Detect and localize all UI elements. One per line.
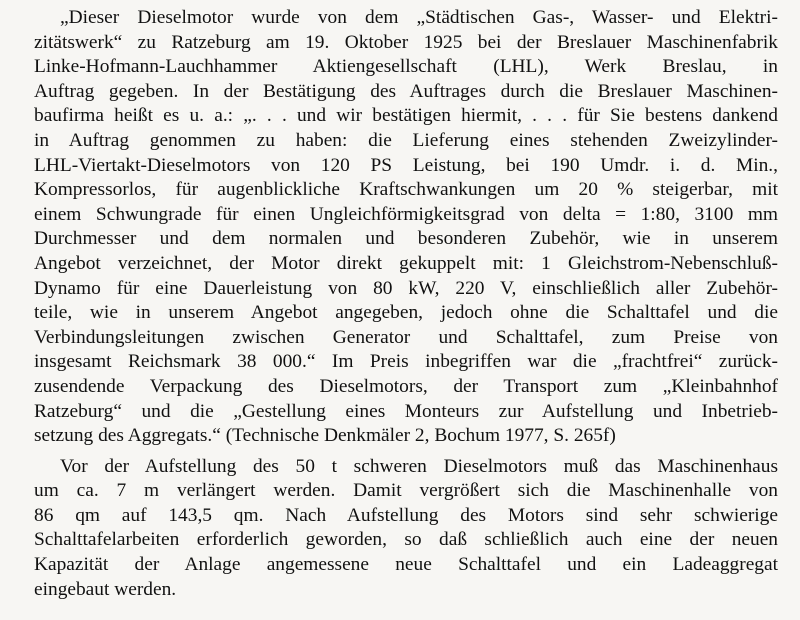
text-line: Kapazität der Anlage angemessene neue Schalttafel und ein Ladeaggregat — [34, 554, 778, 576]
text-line: um ca. 7 m verlängert werden. Damit vergrößert sich die Maschinenhalle von — [34, 480, 778, 502]
quote-paragraph — [34, 6, 778, 449]
text-line: insgesamt Reichsmark 38 000.“ Im Preis inbegriffen war die „frachtfrei“ zurück- — [34, 351, 778, 373]
text-line: „Dieser Dieselmotor wurde von dem „Städtischen Gas-, Wasser- und Elektri- — [60, 7, 778, 28]
text-line: LHL-Viertakt-Dieselmotors von 120 PS Leistung, bei 190 Umdr. i. d. Min., — [34, 154, 778, 176]
text-line: zusendende Verpackung des Dieselmotors, der Transport zum „Kleinbahnhof — [34, 375, 778, 397]
text-line: einem Schwungrade für einen Ungleichförmigkeitsgrad von delta = 1:80, 3100 mm — [34, 203, 778, 225]
text-line: baufirma heißt es u. a.: „. . . und wir bestätigen hiermit, . . . für Sie bestens dankend — [34, 105, 778, 127]
text-line: Linke-Hofmann-Lauchhammer Aktiengesellschaft (LHL), Werk Breslau, in — [34, 56, 778, 78]
text-line: in Auftrag genommen zu haben: die Lieferung eines stehenden Zweizylinder- — [34, 129, 778, 151]
body-paragraph — [34, 455, 778, 603]
text-line: Durchmesser und dem normalen und besonderen Zubehör, wie in unserem — [34, 228, 778, 250]
text-line: zitätswerk“ zu Ratzeburg am 19. Oktober 1925 bei der Breslauer Maschinenfabrik — [34, 31, 778, 53]
text-line: Dynamo für eine Dauerleistung von 80 kW, 220 V, einschließlich aller Zubehör- — [34, 277, 778, 299]
text-line: Kompressorlos, für augenblickliche Kraftschwankungen um 20 % steigerbar, mit — [34, 179, 778, 201]
text-line: eingebaut werden. — [34, 578, 177, 600]
text-line: setzung des Aggregats.“ (Technische Denkmäler 2, Bochum 1977, S. 265f) — [34, 425, 616, 447]
text-line: Schalttafelarbeiten erforderlich geworden, so daß schließlich auch eine der neuen — [34, 529, 778, 551]
text-line: Auftrag gegeben. In der Bestätigung des Auftrages durch die Breslauer Maschinen- — [34, 80, 778, 102]
text-line: Ratzeburg“ und die „Gestellung eines Monteurs zur Aufstellung und Inbetrieb- — [34, 400, 778, 422]
text-line: Verbindungsleitungen zwischen Generator und Schalttafel, zum Preise von — [34, 326, 778, 348]
text-line: teile, wie in unserem Angebot angegeben, jedoch ohne die Schalttafel und die — [34, 302, 778, 324]
text-line: 86 qm auf 143,5 qm. Nach Aufstellung des Motors sind sehr schwierige — [34, 504, 778, 526]
text-line: Vor der Aufstellung des 50 t schweren Dieselmotors muß das Maschinenhaus — [60, 455, 778, 477]
text-line: Angebot verzeichnet, der Motor direkt gekuppelt mit: 1 Gleichstrom-Nebenschluß- — [34, 252, 778, 274]
